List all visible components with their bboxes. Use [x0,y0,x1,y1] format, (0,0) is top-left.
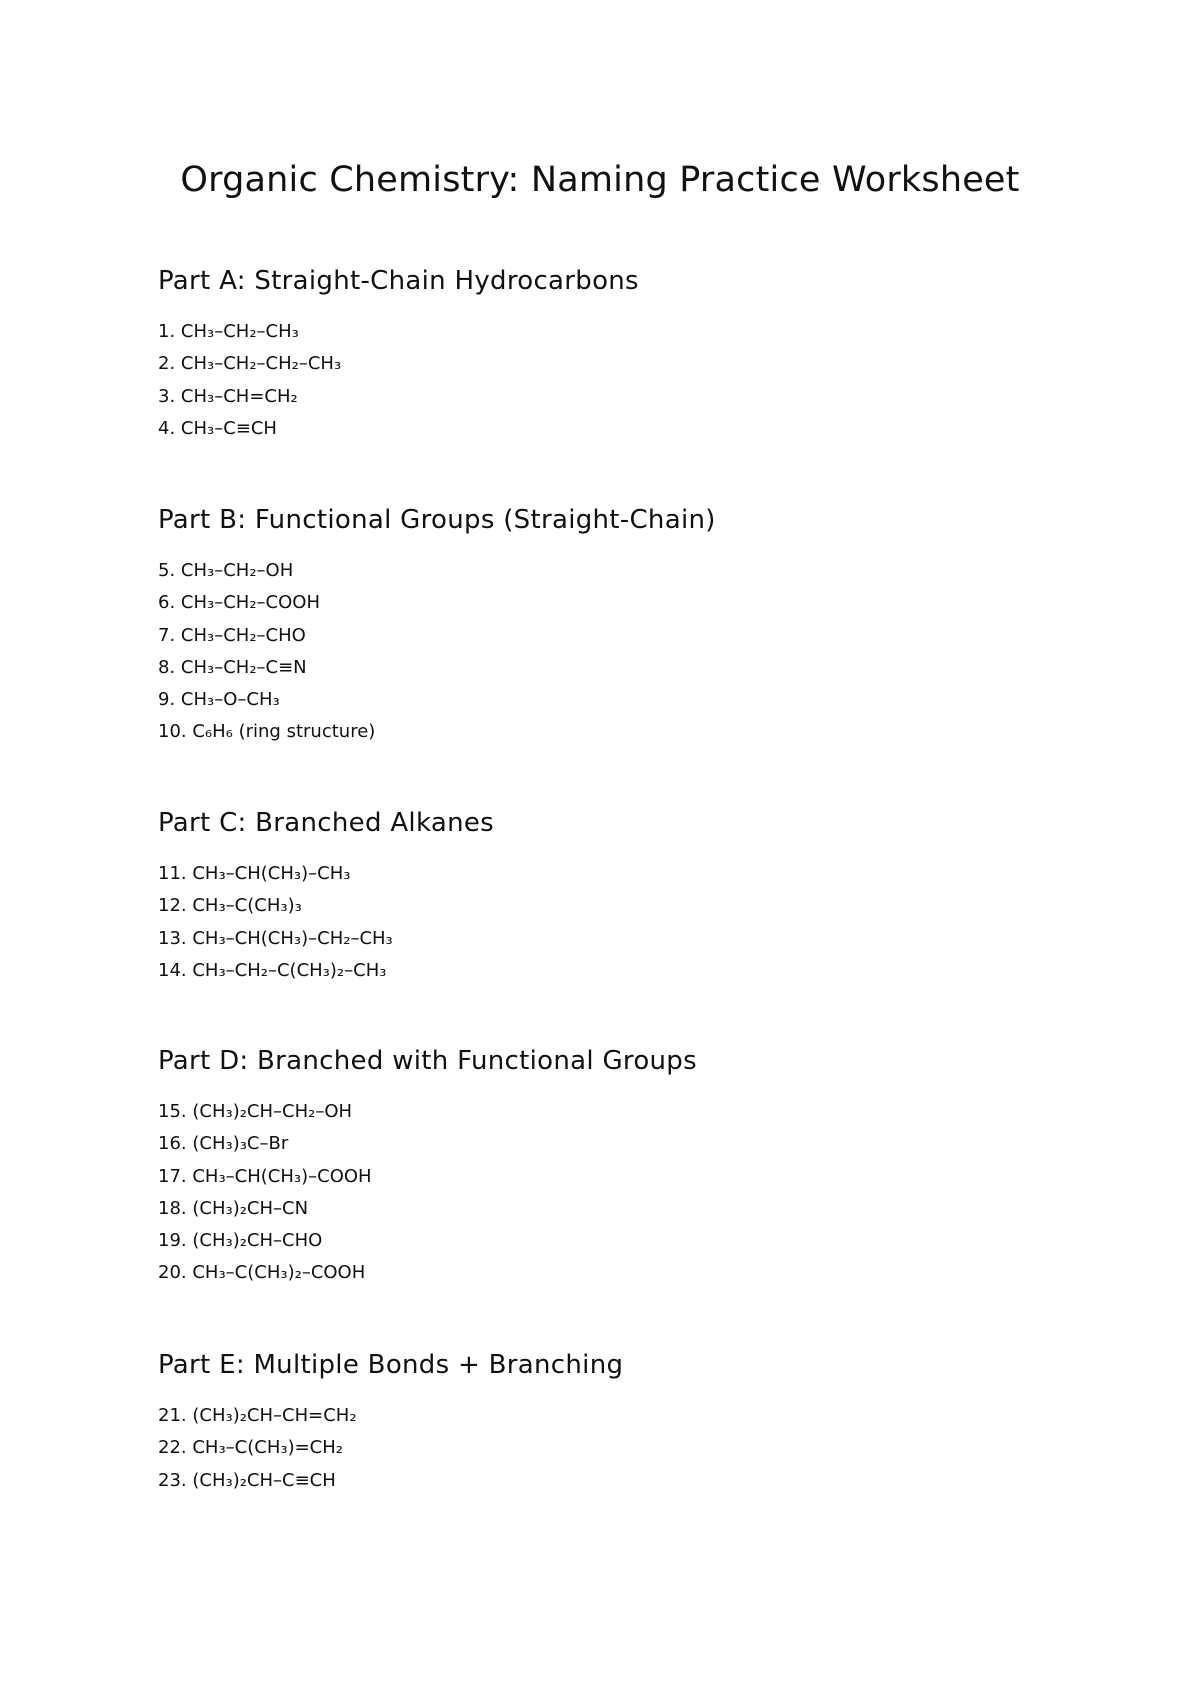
question-item: 21. (CH₃)₂CH–CH=CH₂ [158,1405,357,1426]
question-item: 11. CH₃–CH(CH₃)–CH₃ [158,863,351,884]
section-heading: Part C: Branched Alkanes [158,808,495,838]
question-list [158,858,1058,987]
section-heading: Part B: Functional Groups (Straight-Chain) [158,505,716,535]
question-item: 5. CH₃–CH₂–OH [158,560,294,581]
section-heading: Part E: Multiple Bonds + Branching [158,1350,624,1380]
question-list [158,1096,1058,1290]
question-item: 9. CH₃–O–CH₃ [158,689,280,711]
question-item: 13. CH₃–CH(CH₃)–CH₂–CH₃ [158,927,393,949]
question-item: 10. C₆H₆ (ring structure) [158,721,376,743]
section-heading: Part D: Branched with Functional Groups [158,1046,697,1076]
question-item: 2. CH₃–CH₂–CH₂–CH₃ [158,353,342,375]
question-item: 18. (CH₃)₂CH–CN [158,1197,309,1219]
question-item: 19. (CH₃)₂CH–CHO [158,1230,323,1252]
question-item: 20. CH₃–C(CH₃)₂–COOH [158,1262,366,1284]
question-item: 12. CH₃–C(CH₃)₃ [158,895,302,917]
question-item: 17. CH₃–CH(CH₃)–COOH [158,1165,372,1187]
question-item: 16. (CH₃)₃C–Br [158,1133,289,1155]
section-part-d [158,1044,1058,1290]
section-part-a [158,264,1058,445]
section-heading: Part A: Straight-Chain Hydrocarbons [158,266,639,296]
question-item: 22. CH₃–C(CH₃)=CH₂ [158,1437,344,1459]
question-item: 23. (CH₃)₂CH–C≡CH [158,1469,336,1491]
question-item: 6. CH₃–CH₂–COOH [158,592,320,614]
question-item: 1. CH₃–CH₂–CH₃ [158,321,299,342]
question-list [158,316,1058,445]
question-list [158,1400,1058,1497]
section-part-c [158,806,1058,987]
page-title: Organic Chemistry: Naming Practice Worksheet [180,160,1020,200]
question-item: 14. CH₃–CH₂–C(CH₃)₂–CH₃ [158,959,387,981]
question-item: 3. CH₃–CH=CH₂ [158,385,298,407]
question-list [158,555,1058,749]
section-part-e [158,1348,1058,1497]
question-item: 7. CH₃–CH₂–CHO [158,624,306,646]
question-item: 4. CH₃–C≡CH [158,417,277,439]
section-part-b [158,503,1058,749]
question-item: 8. CH₃–CH₂–C≡N [158,656,307,678]
question-item: 15. (CH₃)₂CH–CH₂–OH [158,1101,353,1122]
